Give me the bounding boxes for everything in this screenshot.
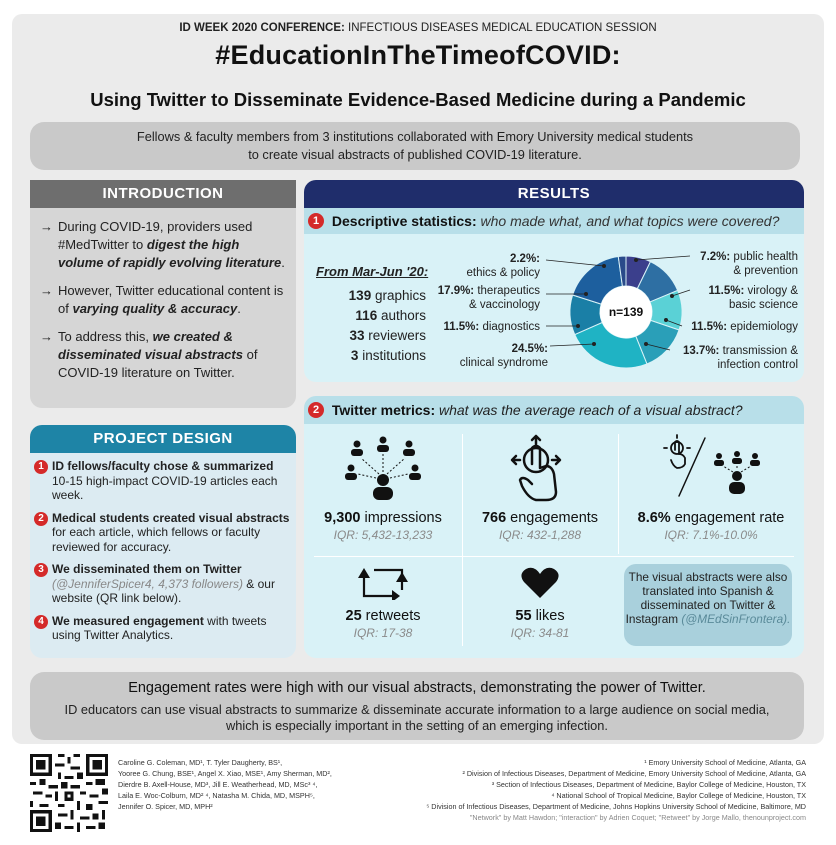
leader-line-0 [546,260,604,266]
slice-label-public-health: 7.2%: public health & prevention [700,251,798,277]
heart-icon [520,566,560,600]
divider [314,556,794,557]
poster-subtitle: Using Twitter to Disseminate Evidence-Based Medicine during a Pandemic [90,89,746,110]
slice-label-diagnostics: 11.5%: diagnostics [443,321,540,333]
count-item: 33 reviewers [349,328,426,343]
step-number-badge: 2 [34,512,48,526]
slice-label-transmission: 13.7%: transmission & infection control [682,345,798,371]
engagement-rate-icon [661,434,761,504]
intro-bullet: → To address this, we created & disseminated visual abstracts of COVID-19 literature on Twitter. [40,329,258,380]
leader-dot-6 [664,318,667,321]
metric-retweets: 25 retweets IQR: 17-38 [304,566,462,640]
design-step: 2 Medical students created visual abstracts for each article, which fellows or faculty reviewed for accuracy. [34,511,290,555]
interaction-icon [500,434,580,504]
instagram-handle: (@MEdSinFrontera). [681,612,791,626]
design-step: 1 ID fellows/faculty chose & summarized 10-15 high-impact COVID-19 articles each week. [34,459,290,503]
twitter-metrics-heading: 2 Twitter metrics: what was the average reach of a visual abstract? [304,396,804,424]
conclusion-line-3: which is especially important in the setting of an emerging infection. [226,718,608,733]
arrow-right-icon: → [40,283,53,298]
summary-line-1: Fellows & faculty members from 3 institutions collaborated with Emory University medical students [136,129,694,144]
slice-label-virology: 11.5%: virology & basic science [708,285,798,311]
arrow-right-icon: → [40,329,53,344]
poster-title: #EducationInTheTimeofCOVID: [215,40,621,70]
leader-dot-2 [576,324,579,327]
count-item: 3 institutions [350,348,426,363]
slice-label-clinical: 24.5%: clinical syndrome [459,343,548,369]
metric-engagement-rate: 8.6% engagement rate IQR: 7.1%-10.0% [618,434,804,542]
summary-line-2: to create visual abstracts of published COVID-19 literature. [248,147,582,162]
period-label: From Mar-Jun '20: [316,264,429,279]
leader-dot-1 [584,292,587,295]
translation-note: The visual abstracts were also translated into Spanish & disseminated on Twitter & Instagram (@MEdSinFrontera). [624,564,792,646]
results-heading: RESULTS [304,180,804,208]
design-step: 4 We measured engagement with tweets using Twitter Analytics. [34,614,290,643]
descriptive-stats-body [304,234,804,382]
leader-dot-7 [644,342,647,345]
leader-dot-3 [592,342,595,345]
step-number-badge: 3 [34,563,48,577]
summary-box [30,122,800,170]
slice-label-epidemiology: 11.5%: epidemiology [691,321,798,333]
leader-dot-4 [634,258,637,261]
step-number-badge: 4 [34,615,48,629]
icon-credits: "Network" by Matt Hawdon; "interaction" by Adrien Coquet; "Retweet" by Jorge Mallo, thenounproject.com [469,813,806,822]
introduction-heading: INTRODUCTION [30,180,296,208]
network-icon [343,434,423,504]
intro-bullet: → During COVID-19, providers used #MedTwitter to digest the high volume of rapidly evolving literature. [40,219,285,270]
slice-label-ethics: 2.2%: ethics & policy [466,253,540,279]
leader-dot-0 [602,264,605,267]
twitter-metrics-body [304,424,804,658]
project-design-body [30,453,296,658]
metric-engagements: 766 engagements IQR: 432-1,288 [462,434,618,542]
conference-line: ID WEEK 2020 CONFERENCE: INFECTIOUS DISEASES MEDICAL EDUCATION SESSION [179,22,657,34]
descriptive-stats-heading: 1 Descriptive statistics: who made what, and what topics were covered? [304,208,804,234]
step-number-badge: 1 [34,460,48,474]
introduction-body [30,208,296,408]
conclusion-line-2: ID educators can use visual abstracts to summarize & disseminate accurate information to a large audience on social media, [64,702,770,717]
design-step: 3 We disseminated them on Twitter (@JenniferSpicer4, 4,373 followers) & our website (QR link below). [34,562,290,606]
intro-bullet: → However, Twitter educational content is of varying quality & accuracy. [40,283,284,316]
author-list: Caroline G. Coleman, MD¹, T. Tyler Daugherty, BS¹, Yooree G. Chung, BSE¹, Angel X. Xiao, MSE¹, Amy Sherman, MD², Dierdre B. Axell-House, MD³, Jill E. Weatherhead, MD, MSc³ ⁴, Laila E. Woc-Colburn, MD² ⁴, Natasha M. Chida, MD, MSPH⁵, Jennifer O. Spicer, MD, MPH² [118,758,332,811]
section-number-badge: 2 [308,402,324,418]
conclusion-line-1: Engagement rates were high with our visual abstracts, demonstrating the power of Twitter. [128,680,706,696]
metric-impressions: 9,300 impressions IQR: 5,432-13,233 [304,434,462,542]
project-design-heading: PROJECT DESIGN [30,425,296,453]
count-item: 139 graphics [348,288,426,303]
qr-code[interactable] [30,754,108,832]
section-number-badge: 1 [308,213,324,229]
slice-label-therapeutics: 17.9%: therapeutics & vaccinology [437,285,540,311]
leader-line-4 [636,256,690,260]
conclusion-box [30,672,804,740]
retweet-icon [358,566,408,600]
donut-center-label: n=139 [608,305,644,319]
leader-dot-5 [670,294,673,297]
affiliation-list: ¹ Emory University School of Medicine, Atlanta, GA ² Division of Infectious Diseases, Department of Medicine, Emory University School of Medicine, Atlanta, GA ³ Section of Infectious Diseases, Department of Medicine, Baylor College of Medicine, Houston, TX ⁴ National School of Tropical Medicine, Baylor College of Medicine, Houston, TX ⁵ Division of Infectious Diseases, Department of Medicine, Johns Hopkins University School of Medicine, Baltimore, MD "Network" by Matt Hawdon; "interaction" by Adrien Coquet; "Retweet" by Jorge Mallo, thenounproject.com [346,757,806,823]
metric-likes: 55 likes IQR: 34-81 [462,566,618,640]
arrow-right-icon: → [40,219,53,234]
count-item: 116 authors [355,308,426,323]
